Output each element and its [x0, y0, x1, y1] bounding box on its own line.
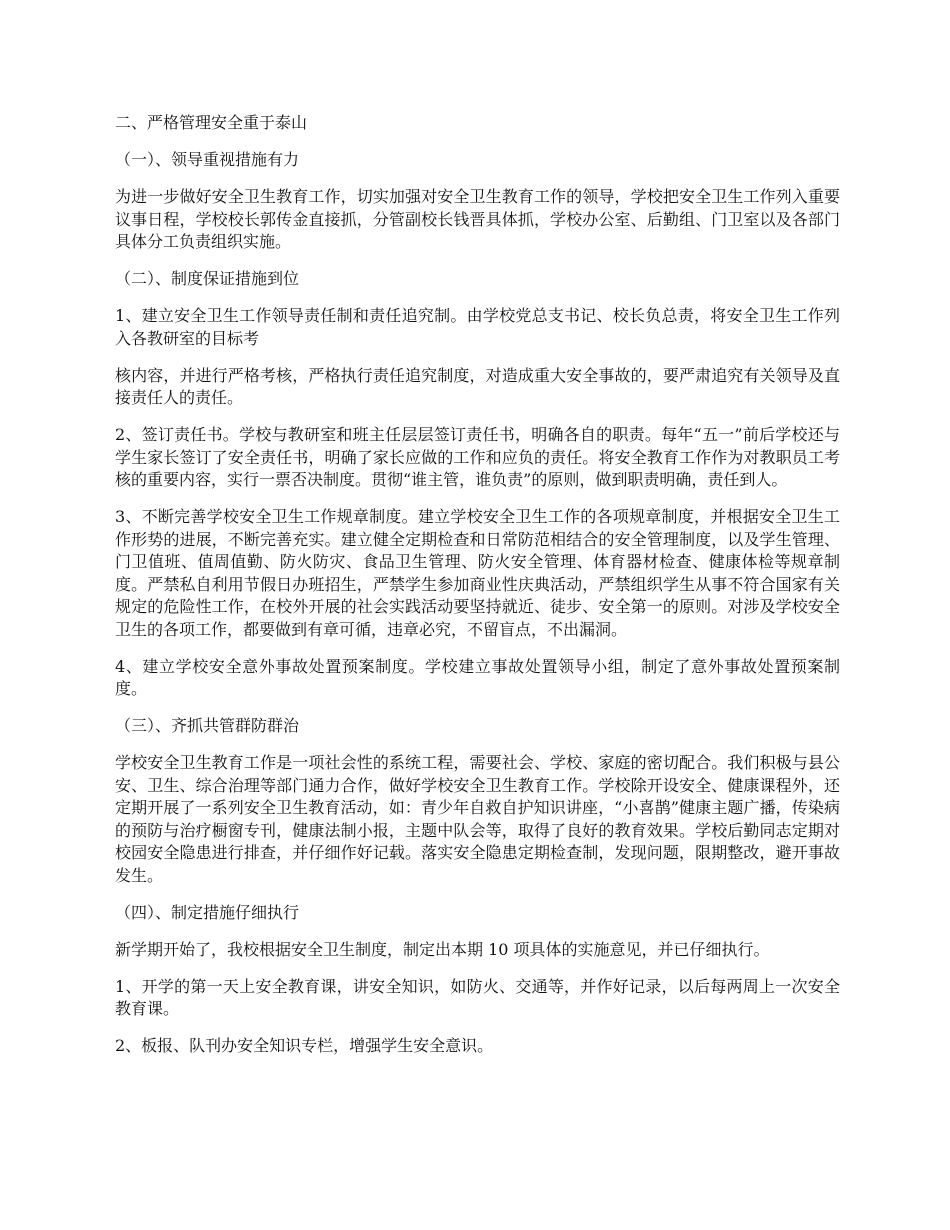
subsection-heading-4: （四）、制定措施仔细执行 [115, 902, 300, 922]
paragraph-new-term: 新学期开始了，我校根据安全卫生制度，制定出本期 10 项具体的实施意见，并已仔细执行。 [115, 939, 770, 959]
paragraph-leadership: 为进一步做好安全卫生教育工作，切实加强对安全卫生教育工作的领导，学校把安全卫生工作列入重要议事日程，学校校长郭传金直接抓，分管副校长钱晋具体抓，学校办公室、后勤组、门卫室以及各部门具体分工负责组织实施。 [115, 187, 840, 251]
section-heading-2: 二、严格管理安全重于泰山 [115, 113, 308, 132]
paragraph-emergency-plan: 4、建立学校安全意外事故处置预案制度。学校建立事故处置领导小组，制定了意外事故处置预案制度。 [115, 656, 840, 698]
paragraph-responsibility-letter: 2、签订责任书。学校与教研室和班主任层层签订责任书，明确各自的职责。每年“五一”前后学校还与学生家长签订了安全责任书，明确了家长应做的工作和应负的责任。将安全教育工作作为对教职员工考核的重要内容，实行一票否决制度。贯彻“谁主管，谁负责”的原则，做到职责明确，责任到人。 [115, 425, 840, 489]
paragraph-first-day-lesson: 1、开学的第一天上安全教育课，讲安全知识，如防火、交通等，并作好记录，以后每两周上一次安全教育课。 [115, 976, 840, 1018]
paragraph-regulations: 3、不断完善学校安全卫生工作规章制度。建立学校安全卫生工作的各项规章制度，并根据安全卫生工作形势的进展，不断完善充实。建立健全定期检查和日常防范相结合的安全管理制度，以及学生管理、门卫值班、值周值勤、防火防灾、食品卫生管理、防火安全管理、体育器材检查、健康体检等规章制度。严禁私自利用节假日办班招生，严禁学生参加商业性庆典活动，严禁组织学生从事不符合国家有关规定的危险性工作，在校外开展的社会实践活动要坚持就近、徒步、安全第一的原则。对涉及学校安全卫生的各项工作，都要做到有章可循，违章必究，不留盲点，不出漏洞。 [115, 507, 840, 639]
subsection-heading-1: （一）、领导重视措施有力 [115, 150, 300, 169]
paragraph-responsibility-system: 1、建立安全卫生工作领导责任制和责任追究制。由学校党总支书记、校长负总责，将安全卫生工作列入各教研室的目标考 [115, 306, 840, 348]
document-page [115, 112, 840, 1072]
paragraph-bulletin-board: 2、板报、队刊办安全知识专栏，增强学生安全意识。 [115, 1036, 494, 1055]
paragraph-cooperation: 学校安全卫生教育工作是一项社会性的系统工程，需要社会、学校、家庭的密切配合。我们积极与县公安、卫生、综合治理等部门通力合作，做好学校安全卫生教育工作。学校除开设安全、健康课程外，还定期开展了一系列安全卫生教育活动，如：青少年自救自护知识讲座，“小喜鹊”健康主题广播，传染病的预防与治疗橱窗专刊，健康法制小报，主题中队会等，取得了良好的教育效果。学校后勤同志定期对校园安全隐患进行排查，并仔细作好记载。落实安全隐患定期检查制，发现问题，限期整改，避开事故发生。 [115, 753, 840, 885]
subsection-heading-2: （二）、制度保证措施到位 [115, 269, 300, 288]
paragraph-assessment: 核内容，并进行严格考核，严格执行责任追究制度，对造成重大安全事故的，要严肃追究有关领导及直接责任人的责任。 [115, 365, 840, 407]
subsection-heading-3: （三）、齐抓共管群防群治 [115, 716, 300, 735]
